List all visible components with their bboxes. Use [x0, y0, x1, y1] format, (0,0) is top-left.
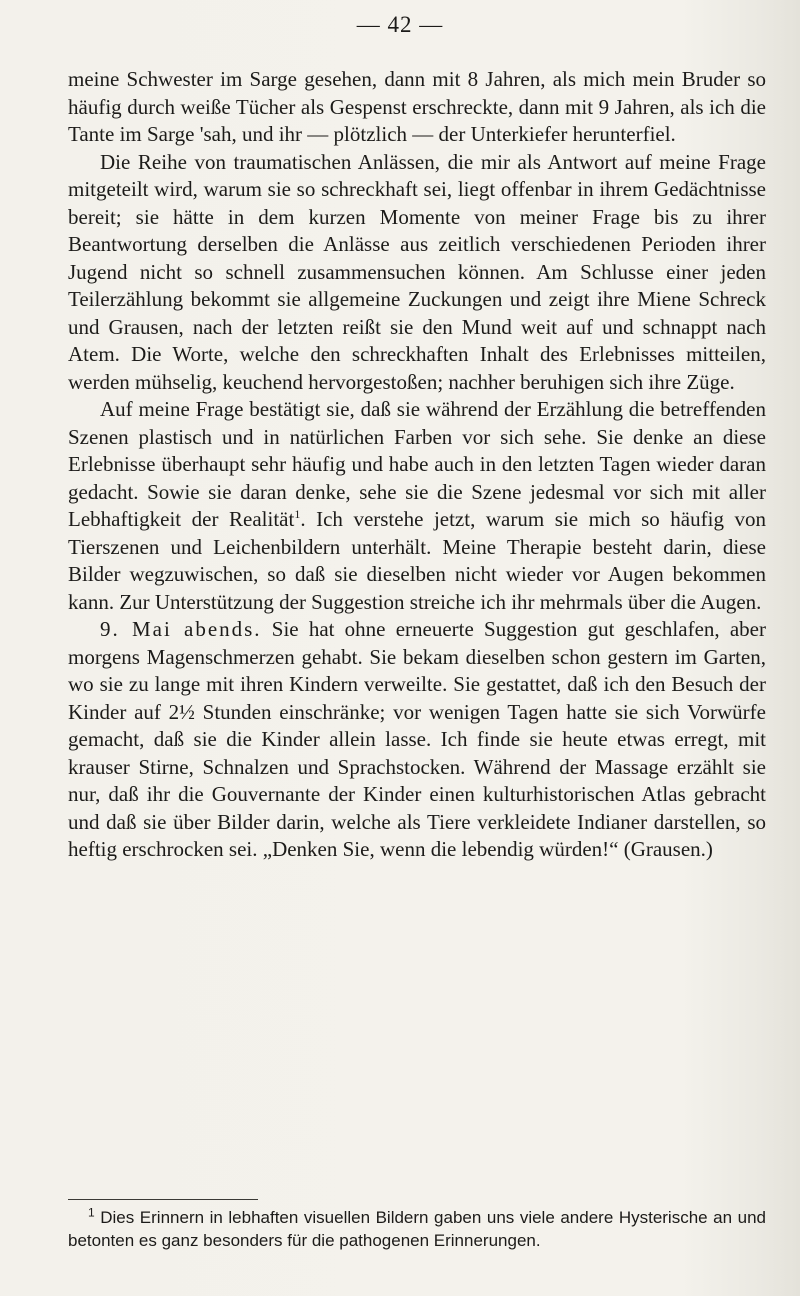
- paragraph-continuation: meine Schwester im Sarge gesehen, dann mit 8 Jahren, als mich mein Bruder so häufig durch weiße Tücher als Gespenst erschreckte, dann mit 9 Jahren, als ich die Tante im Sarge 'sah, und ihr — plötzlich — der Unterkiefer herunterfiel.: [68, 67, 766, 146]
- footnote-mark: 1: [88, 1205, 95, 1220]
- footnotes: [68, 1206, 766, 1252]
- footnote-text: Dies Erinnern in lebhaften visuellen Bildern gaben uns viele andere Hysterische an und betonten es ganz besonders für die pathogenen Erinnerungen.: [68, 1208, 766, 1250]
- paragraph-may-9-evening: [68, 616, 766, 864]
- footnote: [68, 1206, 766, 1252]
- paragraph-text: Sie hat ohne erneuerte Suggestion gut geschlafen, aber morgens Magenschmerzen gehabt. Sie bekam dieselben schon gestern im Garten, wo sie zu lange mit ihren Kindern verweilte. Sie gestattet, daß ich den Besuch der Kinder auf 2½ Stunden einschränke; vor wenigen Tagen hatte sie sich Vorwürfe gemacht, daß sie die Kinder allein lasse. Ich finde sie heute etwas erregt, mit krauser Stirne, Schnalzen und Sprachstocken. Während der Massage erzählt sie nur, daß ihr die Gouvernante der Kinder einen kulturhistorischen Atlas gebracht und daß sie über Bilder darin, welche als Tiere verkleidete Indianer darstellen, so heftig erschrocken sei. „Denken Sie, wenn die lebendig würden!“ (Grausen.): [68, 617, 766, 861]
- paragraph-traumatic-causes: Die Reihe von traumatischen Anlässen, die mir als Antwort auf meine Frage mitgeteilt wird, warum sie so schreckhaft sei, liegt offenbar in ihrem Gedächtnisse bereit; sie hätte in dem kurzen Momente von meiner Frage bis zu ihrer Beantwortung derselben die Anlässe aus zeitlich verschiedenen Perioden ihrer Jugend nicht so schnell zusammensuchen können. Am Schlusse einer jeden Teilerzählung bekommt sie allgemeine Zuckungen und zeigt ihre Miene Schreck und Grausen, nach der letzten reißt sie den Mund weit auf und schnappt nach Atem. Die Worte, welche den schreckhaften Inhalt des Erlebnisses mitteilen, werden mühselig, keuchend hervorgestoßen; nachher beruhigen sich ihre Züge.: [68, 149, 766, 394]
- footnote-reference: 1: [294, 507, 301, 521]
- paragraph-vivid-scenes: [68, 396, 766, 616]
- paragraph-text: Auf meine Frage bestätigt sie, daß sie während der Erzählung die betreffenden Szenen plastisch und in natürlichen Farben vor sich sehe. Sie denke an diese Erlebnisse überhaupt sehr häufig und habe auch in den letzten Tagen wieder daran gedacht. Sowie sie daran denke, sehe sie die Szene jedesmal vor sich mit aller Lebhaftigkeit der Realität: [68, 397, 766, 531]
- paragraph-text: . Ich verstehe jetzt, warum sie mich so häufig von Tierszenen und Leichenbildern unterhält. Meine Therapie besteht darin, diese Bilder wegzuwischen, so daß sie dieselben nicht wieder vor Augen bekommen kann. Zur Unterstützung der Suggestion streiche ich ihr mehrmals über die Augen.: [68, 507, 766, 614]
- footnote-divider: [68, 1199, 258, 1200]
- page-number: — 42 —: [356, 12, 444, 37]
- diary-date: 9. Mai abends.: [100, 617, 262, 641]
- body-text: [68, 66, 766, 864]
